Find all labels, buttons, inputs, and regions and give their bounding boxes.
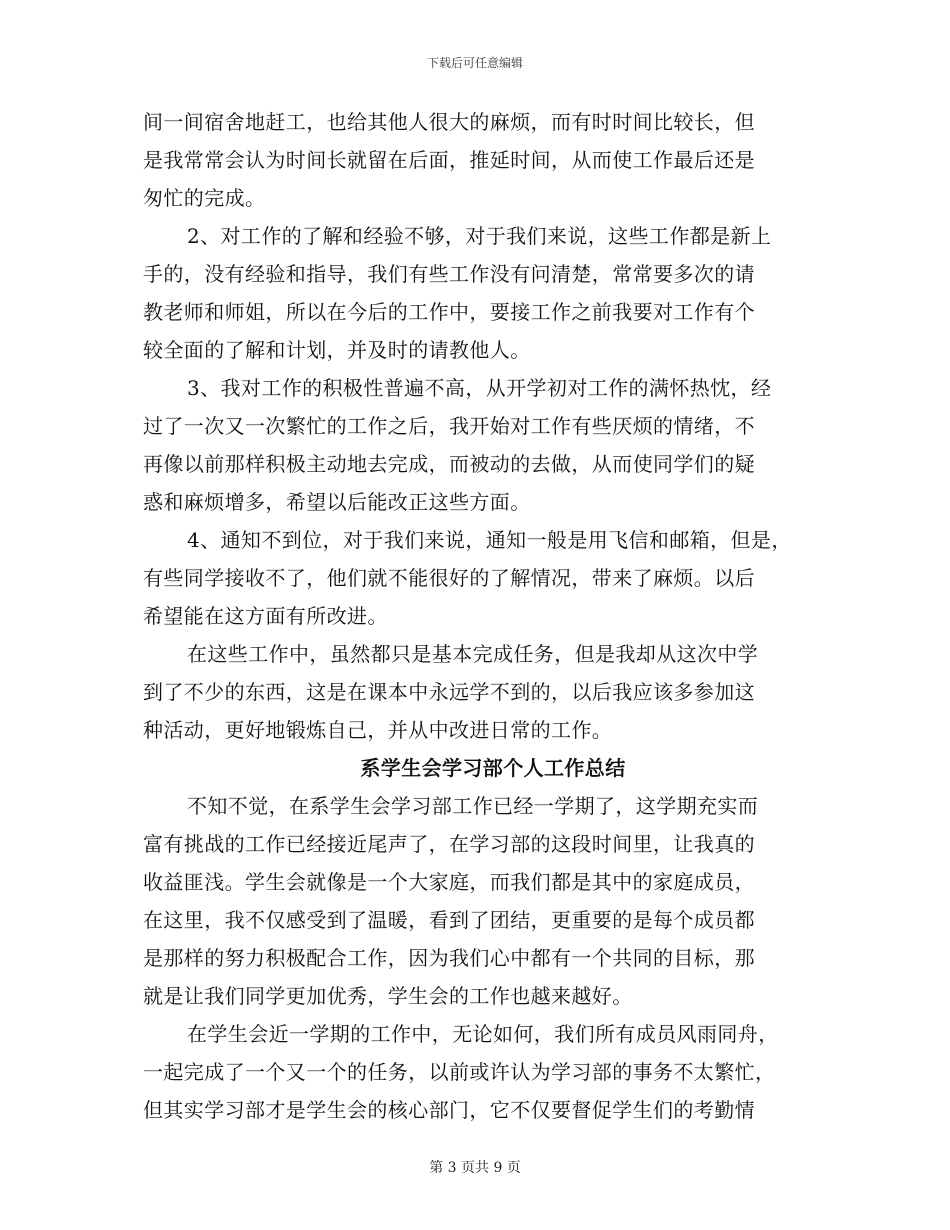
text-line: 收益匪浅。学生会就像是一个大家庭，而我们都是其中的家庭成员， xyxy=(143,870,755,894)
text-line: 一起完成了一个又一个的任务，以前或许认为学习部的事务不太繁忙， xyxy=(143,1060,776,1084)
text-line: 是我常常会认为时间长就留在后面，推延时间，从而使工作最后还是 xyxy=(143,148,755,172)
document-body xyxy=(143,103,823,1129)
text-line: 但其实学习部才是学生会的核心部门，它不仅要督促学生们的考勤情 xyxy=(143,1098,755,1122)
text-line: 再像以前那样积极主动地去完成，而被动的去做，从而使同学们的疑 xyxy=(143,452,755,476)
text-line: 匆忙的完成。 xyxy=(143,186,266,210)
text-line: 较全面的了解和计划，并及时的请教他人。 xyxy=(143,338,531,362)
page-header: 下载后可任意编辑 xyxy=(426,56,523,70)
text-line: 在这里，我不仅感受到了温暖，看到了团结，更重要的是每个成员都 xyxy=(143,908,755,932)
page-footer: 第 3 页共 9 页 xyxy=(429,1160,521,1176)
text-line: 就是让我们同学更加优秀，学生会的工作也越来越好。 xyxy=(143,984,633,1008)
text-line: 惑和麻烦增多，希望以后能改正这些方面。 xyxy=(143,490,531,514)
text-line: 教老师和师姐，所以在今后的工作中，要接工作之前我要对工作有个 xyxy=(143,300,755,324)
text-line: 希望能在这方面有所改进。 xyxy=(143,604,388,628)
text-line: 过了一次又一次繁忙的工作之后，我开始对工作有些厌烦的情绪，不 xyxy=(143,414,755,438)
section-heading: 系学生会学习部个人工作总结 xyxy=(360,756,626,780)
text-line: 是那样的努力积极配合工作，因为我们心中都有一个共同的目标，那 xyxy=(143,946,755,970)
text-line: 手的，没有经验和指导，我们有些工作没有问清楚，常常要多次的请 xyxy=(143,262,755,286)
text-line: 到了不少的东西，这是在课本中永远学不到的，以后我应该多参加这 xyxy=(143,680,755,704)
text-line: 4、通知不到位，对于我们来说，通知一般是用飞信和邮箱，但是， xyxy=(187,528,792,552)
text-line: 2、对工作的了解和经验不够，对于我们来说，这些工作都是新上 xyxy=(187,224,772,248)
text-line: 种活动，更好地锻炼自己，并从中改进日常的工作。 xyxy=(143,718,613,742)
text-line: 在这些工作中，虽然都只是基本完成任务，但是我却从这次中学 xyxy=(187,642,759,666)
text-line: 有些同学接收不了，他们就不能很好的了解情况，带来了麻烦。以后 xyxy=(143,566,755,590)
text-line: 富有挑战的工作已经接近尾声了，在学习部的这段时间里，让我真的 xyxy=(143,832,755,856)
text-line: 在学生会近一学期的工作中，无论如何，我们所有成员风雨同舟， xyxy=(187,1022,779,1046)
text-line: 3、我对工作的积极性普遍不高，从开学初对工作的满怀热忱，经 xyxy=(187,376,772,400)
text-line: 间一间宿舍地赶工，也给其他人很大的麻烦，而有时时间比较长，但 xyxy=(143,110,755,134)
text-line: 不知不觉，在系学生会学习部工作已经一学期了，这学期充实而 xyxy=(187,794,759,818)
